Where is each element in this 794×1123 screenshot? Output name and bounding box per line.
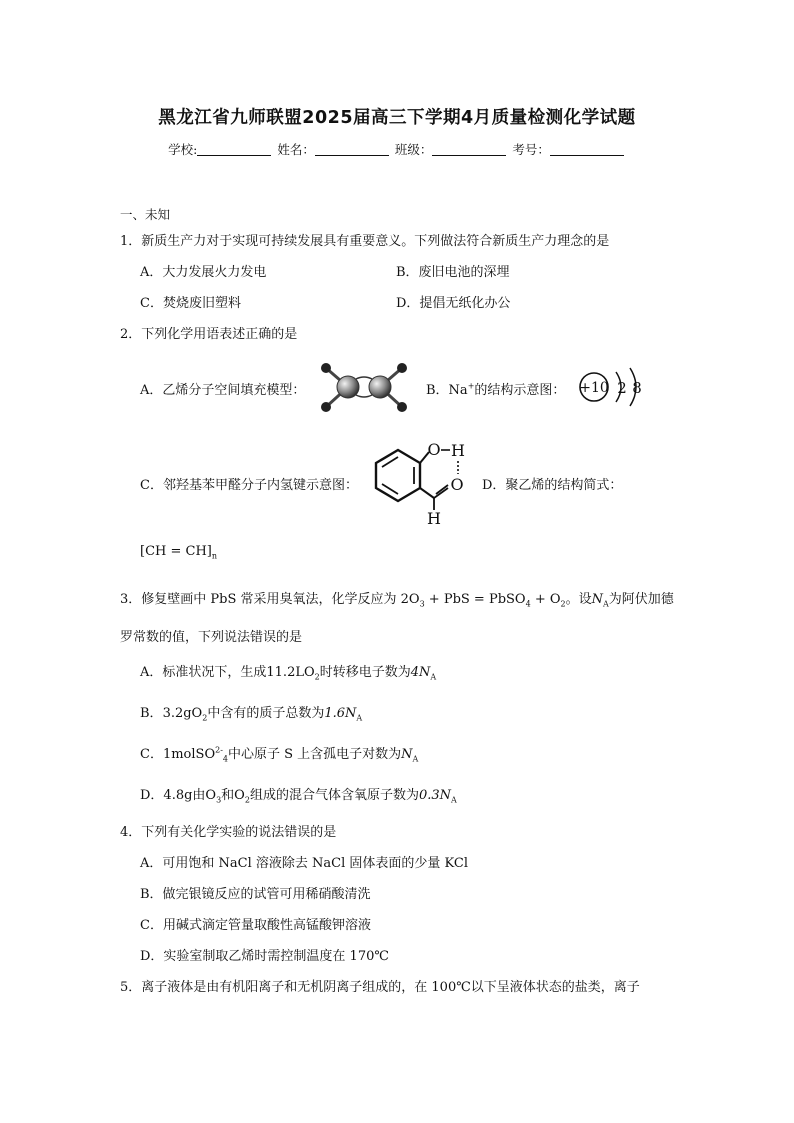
q3-option-a: A．标准状况下，生成$11.2LO_2$时转移电子数为$4N_A$ (140, 665, 437, 682)
q1-option-a: A．大力发展火力发电 (140, 265, 267, 280)
nucleus-charge: +10 (579, 380, 609, 396)
q1-option-c: C．焚烧废旧塑料 (140, 296, 241, 311)
aldehyde-hydrogen: H (427, 509, 441, 526)
class-blank[interactable] (432, 141, 506, 156)
page-title: 黑龙江省九师联盟2025届高三下学期4月质量检测化学试题 (158, 108, 636, 128)
q1-stem: 1．新质生产力对于实现可持续发展具有重要意义。下列做法符合新质生产力理念的是 (120, 234, 610, 249)
carbonyl-oxygen: O (450, 475, 464, 494)
section-heading: 一、未知 (120, 207, 171, 222)
q3-stem: 3．修复壁画中 PbS 常采用臭氧法，化学反应为 $2O_3$ + PbS = PbSO$_4$ + $O_2$。设$N_A$为阿伏加德 (120, 592, 674, 609)
shell-1-electrons: 2 (617, 379, 627, 397)
q3-option-d: D．4.8g由$O_3$和$O_2$组成的混合气体含氧原子数为$0.3N_A$ (140, 788, 457, 805)
ethylene-space-filling-model (316, 362, 412, 414)
hydroxyl-oxygen: O (427, 440, 441, 459)
q2-option-a: A．乙烯分子空间填充模型： (140, 383, 306, 398)
q2-option-b: B．Na+的结构示意图： (426, 381, 566, 398)
q4-option-b: B．做完银镜反应的试管可用稀硝酸清洗 (140, 887, 371, 902)
q4-stem: 4．下列有关化学实验的说法错误的是 (120, 825, 337, 840)
salicylaldehyde-hydrogen-bond-diagram (368, 436, 478, 526)
q1-option-d: D．提倡无纸化办公 (396, 296, 511, 311)
q3-option-c: C．1molSO$^{2-}_4$中心原子 S 上含孤电子对数为$N_A$ (140, 745, 419, 764)
school-blank[interactable] (197, 141, 271, 156)
name-label: 姓名： (277, 142, 315, 157)
school-label: 学校: (168, 142, 198, 157)
q4-option-d: D．实验室制取乙烯时需控制温度在 170℃ (140, 949, 389, 964)
shell-2-electrons: 8 (632, 379, 642, 397)
hydroxyl-hydrogen: H (451, 441, 465, 460)
q1-option-b: B．废旧电池的深埋 (396, 265, 510, 280)
q2-option-c: C．邻羟基苯甲醛分子内氢键示意图： (140, 478, 358, 493)
q4-option-c: C．用碱式滴定管量取酸性高锰酸钾溶液 (140, 918, 371, 933)
q2-option-d: D．聚乙烯的结构简式： (482, 478, 623, 493)
class-label: 班级： (394, 142, 433, 157)
q5-stem: 5．离子液体是由有机阳离子和无机阴离子组成的，在 100℃以下呈液体状态的盐类，离子 (120, 980, 640, 995)
student-info-row (0, 140, 794, 158)
sodium-ion-structure-diagram (572, 362, 652, 412)
polyethylene-formula: $[CH = CH]_n$ (140, 544, 218, 561)
q2-stem: 2．下列化学用语表述正确的是 (120, 327, 298, 342)
q3-option-b: B．$3.2gO_2$中含有的质子总数为$1.6N_A$ (140, 706, 363, 723)
exam-number-blank[interactable] (550, 141, 624, 156)
q4-option-a: A．可用饱和 NaCl 溶液除去 NaCl 固体表面的少量 KCl (140, 856, 468, 871)
q3-stem-line2: 罗常数的值，下列说法错误的是 (120, 630, 303, 645)
exam-number-label: 考号： (512, 142, 550, 157)
name-blank[interactable] (315, 141, 389, 156)
